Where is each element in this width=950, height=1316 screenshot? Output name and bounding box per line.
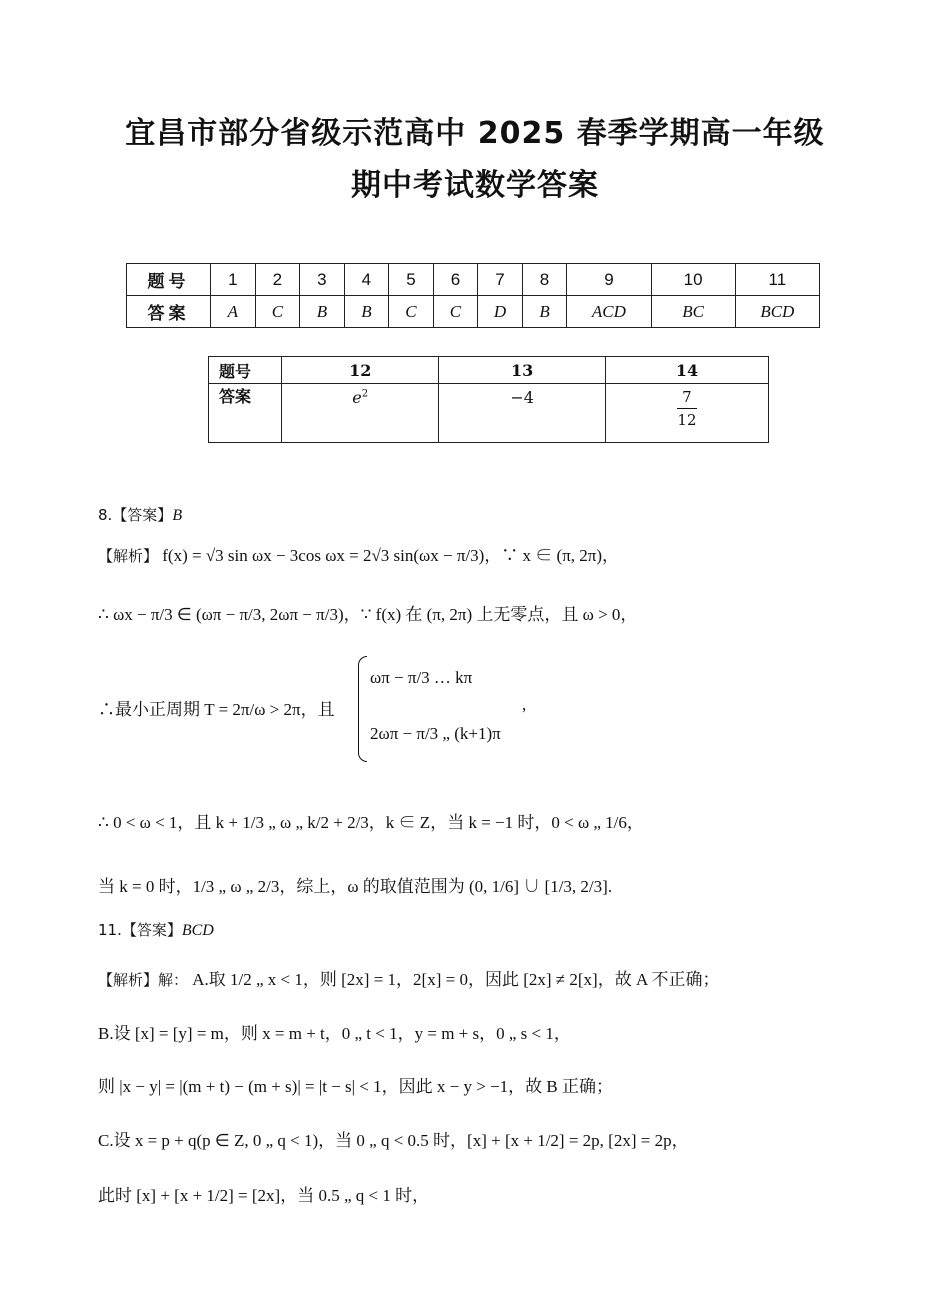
q8-case-comma: , <box>522 695 527 714</box>
q8-heading: 8.【答案】B <box>98 506 183 524</box>
row-header-answer: 答案 <box>127 296 211 328</box>
q11-heading: 11.【答案】BCD <box>98 921 214 939</box>
analysis-label: 【解析】解： <box>98 971 189 989</box>
q8-analysis-line-2: ∴ ωx − π/3 ∈ (ωπ − π/3, 2ωπ − π/3)，∵ f(x) 在 (π, 2π) 上无零点，且 ω > 0， <box>98 605 638 624</box>
answer-3: B <box>300 296 345 328</box>
answer-10: BC <box>651 296 735 328</box>
question-number-5: 5 <box>389 264 434 296</box>
question-number-4: 4 <box>344 264 389 296</box>
q11-option-a: 【解析】解： A.取 1/2 „ x < 1，则 [2x] = 1，2[x] = 0，因此 [2x] ≠ 2[x]，故 A 不正确； <box>98 970 720 989</box>
math-expression: f(x) = √3 sin ωx − 3cos ωx = 2√3 sin(ωx − π/3)，∵ x ∈ (π, 2π)， <box>162 546 620 565</box>
q11-option-c-line-2: 此时 [x] + [x + 1/2] = [2x]，当 0.5 „ q < 1 时， <box>98 1186 430 1205</box>
row-header-question: 题号 <box>127 264 211 296</box>
answer-13: −4 <box>439 384 605 443</box>
question-number-1: 1 <box>211 264 256 296</box>
answer-table-2 <box>208 356 769 443</box>
question-number-14: 14 <box>605 357 768 384</box>
q11-option-b-line-1: B.设 [x] = [y] = m，则 x = m + t，0 „ t < 1，y = m + s，0 „ s < 1， <box>98 1024 571 1043</box>
q8-case-1: ωπ − π/3 … kπ <box>370 668 473 687</box>
question-number-6: 6 <box>433 264 478 296</box>
answer-8: B <box>522 296 567 328</box>
question-number-8: 8 <box>522 264 567 296</box>
fraction: $\frac{7}{12}$ <box>677 388 697 429</box>
answer-5: C <box>389 296 434 328</box>
answer-9: ACD <box>567 296 651 328</box>
question-number-7: 7 <box>478 264 523 296</box>
table-row-question-numbers <box>209 357 769 384</box>
answer-7: D <box>478 296 523 328</box>
table-row-answers <box>209 384 769 443</box>
answer-2: C <box>255 296 300 328</box>
question-number-9: 9 <box>567 264 651 296</box>
brace-icon <box>358 656 367 762</box>
question-number-12: 12 <box>282 357 439 384</box>
q8-case-2: 2ωπ − π/3 „ (k+1)π <box>370 724 501 743</box>
page-title-line-2: 期中考试数学答案 <box>351 168 599 203</box>
row-header-answer: 答案 <box>209 384 282 443</box>
answer-4: B <box>344 296 389 328</box>
question-number-13: 13 <box>439 357 605 384</box>
question-number-11: 11 <box>735 264 819 296</box>
q11-option-c-line-1: C.设 x = p + q(p ∈ Z, 0 „ q < 1)，当 0 „ q < 0.5 时，[x] + [x + 1/2] = 2p, [2x] = 2p， <box>98 1131 689 1150</box>
answer-table-1 <box>126 263 820 328</box>
q8-analysis-line-3: ∴最小正周期 T = 2π/ω > 2π，且 <box>98 700 335 719</box>
q8-analysis-line-1 <box>98 541 619 566</box>
table-row-answers <box>127 296 820 328</box>
answer-1: A <box>211 296 256 328</box>
row-header-question: 题号 <box>209 357 282 384</box>
analysis-label: 【解析】 <box>98 547 159 565</box>
table-row-question-numbers <box>127 264 820 296</box>
answer-6: C <box>433 296 478 328</box>
question-number-3: 3 <box>300 264 345 296</box>
q11-option-b-line-2: 则 |x − y| = |(m + t) − (m + s)| = |t − s| < 1，因此 x − y > −1，故 B 正确； <box>98 1077 613 1096</box>
question-number-2: 2 <box>255 264 300 296</box>
answer-12: $e^2$ <box>282 384 439 443</box>
page-title-line-1: 宜昌市部分省级示范高中 2025 春季学期高一年级 <box>125 116 825 151</box>
q8-analysis-line-4: ∴ 0 < ω < 1，且 k + 1/3 „ ω „ k/2 + 2/3，k ∈ Z，当 k = −1 时，0 < ω „ 1/6， <box>98 813 644 832</box>
question-number-10: 10 <box>651 264 735 296</box>
q8-analysis-line-5: 当 k = 0 时，1/3 „ ω „ 2/3，综上，ω 的取值范围为 (0, 1/6] ∪ [1/3, 2/3]. <box>98 877 613 896</box>
answer-14 <box>605 384 768 443</box>
answer-11: BCD <box>735 296 819 328</box>
